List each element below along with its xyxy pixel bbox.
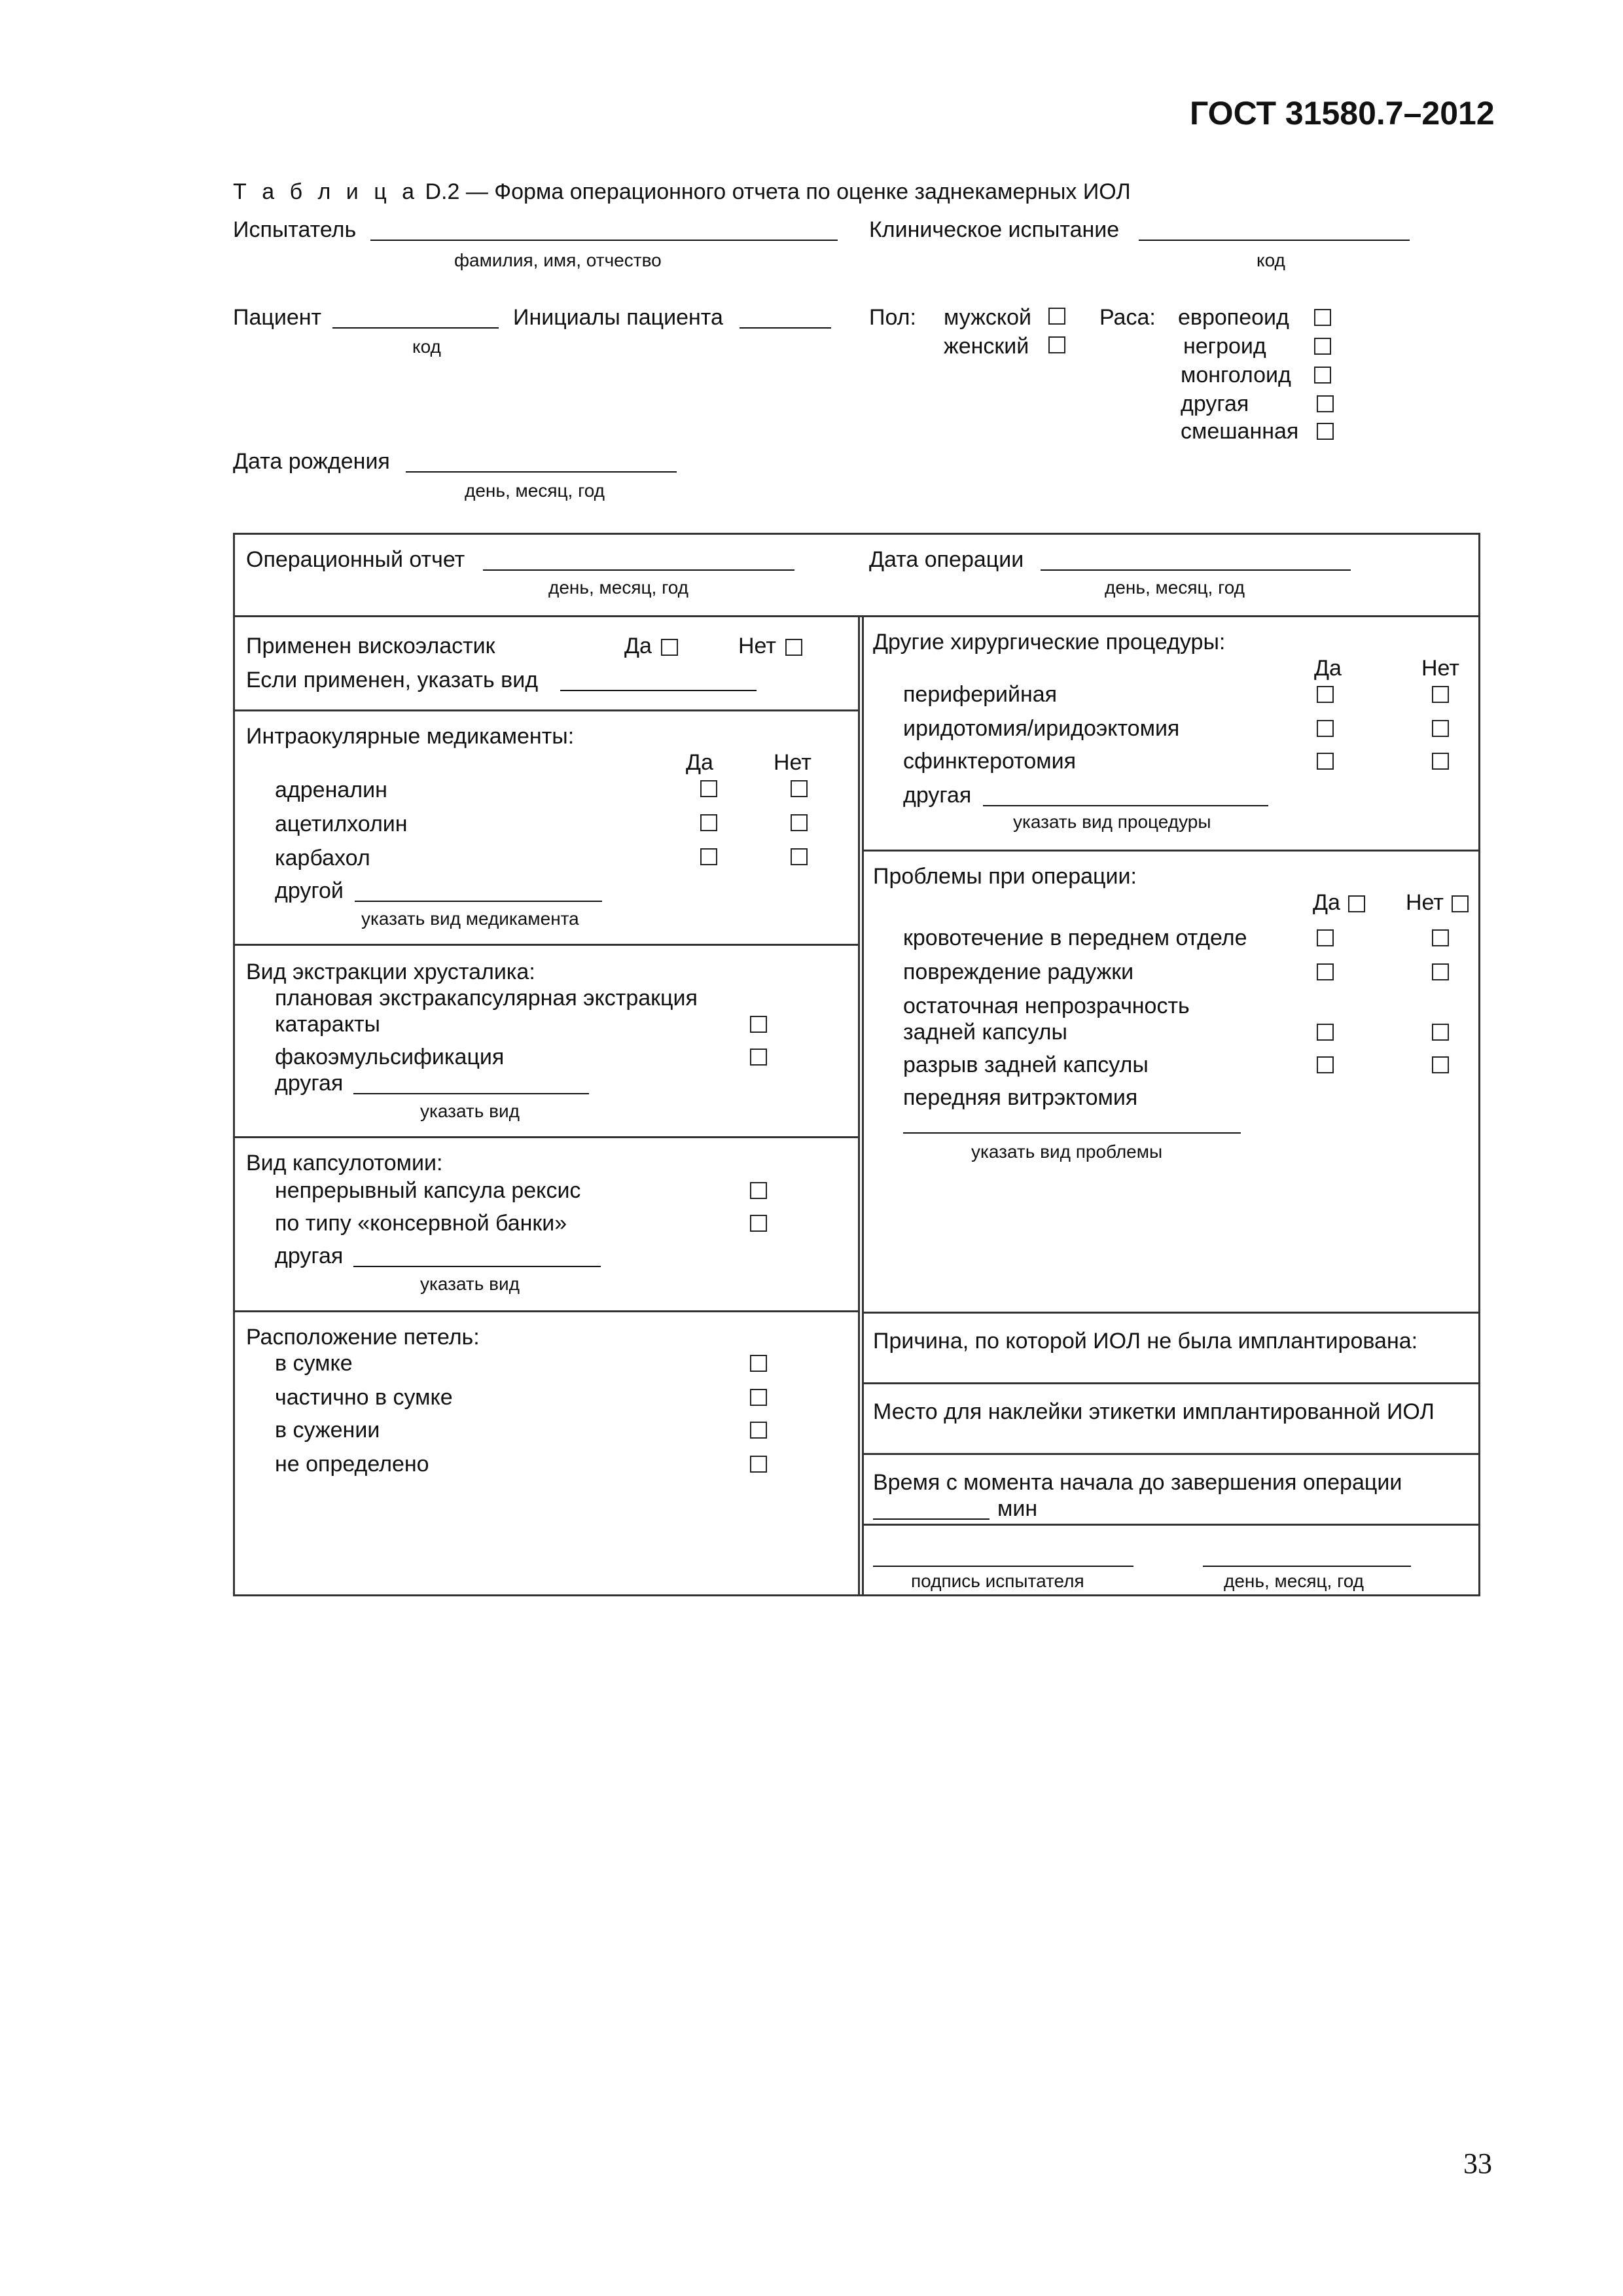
operation-duration-field[interactable] — [873, 1518, 990, 1520]
right-divider-5 — [862, 1524, 1480, 1526]
procedures-title: Другие хирургические процедуры: — [873, 630, 1226, 655]
medication-item: адреналин — [275, 778, 387, 802]
loops-title: Расположение петель: — [246, 1325, 480, 1350]
right-divider-1 — [862, 850, 1480, 852]
race-option-other: другая — [1181, 391, 1249, 416]
loops-item: в сужении — [275, 1418, 380, 1443]
race-label: Раса: — [1099, 305, 1156, 330]
left-divider-2 — [233, 944, 860, 946]
extraction-item-line2: катаракты — [275, 1012, 380, 1037]
table-divider-report — [233, 615, 1480, 617]
problems-no-header-checkbox[interactable] — [1452, 895, 1469, 912]
table-border-right — [1478, 533, 1480, 1596]
race-european-checkbox[interactable] — [1314, 309, 1331, 326]
viscoelastic-specify-field[interactable] — [560, 690, 757, 691]
table-divider-middle-right — [862, 615, 864, 1596]
procedures-no-header: Нет — [1421, 656, 1459, 681]
clinical-trial-field[interactable] — [1139, 240, 1410, 241]
procedure-other-hint: указать вид процедуры — [1013, 812, 1211, 832]
problems-yes-header: Да — [1313, 890, 1340, 915]
capsulotomy-item: непрерывный капсула рексис — [275, 1178, 581, 1203]
clinical-trial-hint: код — [1257, 250, 1285, 270]
capsulotomy-other-label: другая — [275, 1244, 344, 1268]
signature-date-hint: день, месяц, год — [1224, 1571, 1364, 1591]
capsulotomy-other-hint: указать вид — [420, 1274, 520, 1294]
capsulotomy-continuous-checkbox[interactable] — [750, 1182, 767, 1199]
problem-opacity-yes-checkbox[interactable] — [1317, 1024, 1334, 1041]
problem-item: передняя витрэктомия — [903, 1085, 1138, 1110]
medication-other-hint: указать вид медикамента — [361, 908, 579, 929]
operation-date-label: Дата операции — [869, 547, 1024, 572]
problem-item: кровотечение в переднем отделе — [903, 925, 1247, 950]
medications-yes-header: Да — [686, 750, 713, 775]
medication-item: карбахол — [275, 846, 370, 870]
procedure-other-field[interactable] — [983, 805, 1268, 806]
tester-label: Испытатель — [233, 217, 357, 242]
operation-duration-unit: мин — [997, 1496, 1038, 1521]
capsulotomy-item: по типу «консервной банки» — [275, 1211, 567, 1236]
viscoelastic-yes-checkbox[interactable] — [661, 639, 678, 656]
medication-other-field[interactable] — [355, 901, 602, 902]
sex-female-label: женский — [944, 334, 1029, 359]
procedure-sphincterotomy-no-checkbox[interactable] — [1432, 753, 1449, 770]
table-border-top — [233, 533, 1480, 535]
sex-male-label: мужской — [944, 305, 1032, 330]
problem-rupture-yes-checkbox[interactable] — [1317, 1056, 1334, 1073]
patient-field[interactable] — [332, 327, 499, 329]
left-divider-3 — [233, 1136, 860, 1138]
loops-item: частично в сумке — [275, 1385, 453, 1410]
left-divider-1 — [233, 709, 860, 711]
operation-report-label: Операционный отчет — [246, 547, 465, 572]
procedure-item: иридотомия/иридоэктомия — [903, 716, 1180, 741]
problem-opacity-no-checkbox[interactable] — [1432, 1024, 1449, 1041]
medication-acetylcholine-no-checkbox[interactable] — [791, 814, 808, 831]
medications-title: Интраокулярные медикаменты: — [246, 724, 575, 749]
operation-date-field[interactable] — [1041, 569, 1351, 571]
extraction-title: Вид экстракции хрусталика: — [246, 960, 535, 984]
operation-date-hint: день, месяц, год — [1105, 577, 1245, 598]
medication-other-label: другой — [275, 878, 344, 903]
race-mixed-checkbox[interactable] — [1317, 423, 1334, 440]
medication-adrenaline-no-checkbox[interactable] — [791, 780, 808, 797]
procedure-peripheral-yes-checkbox[interactable] — [1317, 686, 1334, 703]
race-mongoloid-checkbox[interactable] — [1314, 367, 1331, 384]
procedures-yes-header: Да — [1314, 656, 1342, 681]
race-other-checkbox[interactable] — [1317, 395, 1334, 412]
viscoelastic-no-checkbox[interactable] — [785, 639, 802, 656]
problems-yes-header-checkbox[interactable] — [1348, 895, 1365, 912]
problems-no-header: Нет — [1406, 890, 1444, 915]
loops-partial-checkbox[interactable] — [750, 1389, 767, 1406]
initials-field[interactable] — [740, 327, 831, 329]
clinical-trial-label: Клиническое испытание — [869, 217, 1120, 242]
table-title-text: D.2 — Форма операционного отчета по оценке заднекамерных ИОЛ — [425, 179, 1131, 204]
procedure-iridotomy-yes-checkbox[interactable] — [1317, 720, 1334, 737]
viscoelastic-yes-label: Да — [624, 634, 652, 658]
tester-field[interactable] — [370, 240, 838, 241]
table-border-left — [233, 533, 235, 1596]
sex-male-checkbox[interactable] — [1048, 308, 1065, 325]
medication-item: ацетилхолин — [275, 812, 408, 836]
viscoelastic-label: Применен вискоэластик — [246, 634, 495, 658]
extraction-other-label: другая — [275, 1071, 344, 1096]
operation-report-hint: день, месяц, год — [548, 577, 688, 598]
loops-item: не определено — [275, 1452, 429, 1477]
table-border-bottom — [233, 1594, 1480, 1596]
extraction-planned-checkbox[interactable] — [750, 1016, 767, 1033]
operation-report-field[interactable] — [483, 569, 794, 571]
procedure-item: сфинктеротомия — [903, 749, 1077, 774]
problem-item: повреждение радужки — [903, 960, 1134, 984]
extraction-other-field[interactable] — [353, 1093, 589, 1094]
birth-date-hint: день, месяц, год — [465, 480, 605, 501]
birth-date-label: Дата рождения — [233, 449, 390, 474]
loops-in-bag-checkbox[interactable] — [750, 1355, 767, 1372]
initials-label: Инициалы пациента — [513, 305, 723, 330]
patient-label: Пациент — [233, 305, 322, 330]
medications-no-header: Нет — [774, 750, 812, 775]
problem-other-field[interactable] — [903, 1132, 1241, 1134]
viscoelastic-no-label: Нет — [738, 634, 776, 658]
birth-date-field[interactable] — [406, 471, 677, 473]
not-implanted-reason-label: Причина, по которой ИОЛ не была имплантирована: — [873, 1329, 1418, 1354]
loops-undetermined-checkbox[interactable] — [750, 1456, 767, 1473]
race-option-european: европеоид — [1178, 305, 1289, 330]
left-divider-4 — [233, 1310, 860, 1312]
race-option-negroid: негроид — [1183, 334, 1266, 359]
procedure-peripheral-no-checkbox[interactable] — [1432, 686, 1449, 703]
problem-bleeding-yes-checkbox[interactable] — [1317, 929, 1334, 946]
table-title-prefix: Т а б л и ц а — [233, 179, 419, 204]
problem-item-line2: задней капсулы — [903, 1020, 1067, 1045]
loops-item: в сумке — [275, 1351, 353, 1376]
tester-hint: фамилия, имя, отчество — [454, 250, 662, 270]
operation-duration-label: Время с момента начала до завершения операции — [873, 1470, 1402, 1495]
extraction-phaco-checkbox[interactable] — [750, 1049, 767, 1066]
signature-field[interactable] — [873, 1566, 1133, 1567]
loops-sulcus-checkbox[interactable] — [750, 1422, 767, 1439]
medication-acetylcholine-yes-checkbox[interactable] — [700, 814, 717, 831]
signature-hint: подпись испытателя — [911, 1571, 1084, 1591]
procedure-item: периферийная — [903, 682, 1058, 707]
problem-iris-no-checkbox[interactable] — [1432, 963, 1449, 980]
procedure-other-label: другая — [903, 783, 972, 808]
problem-other-hint: указать вид проблемы — [971, 1141, 1163, 1162]
capsulotomy-title: Вид капсулотомии: — [246, 1151, 443, 1175]
capsulotomy-can-opener-checkbox[interactable] — [750, 1215, 767, 1232]
problem-rupture-no-checkbox[interactable] — [1432, 1056, 1449, 1073]
iol-sticker-label: Место для наклейки этикетки имплантированной ИОЛ — [873, 1399, 1435, 1424]
race-option-mixed: смешанная — [1181, 419, 1299, 444]
problem-item: разрыв задней капсулы — [903, 1052, 1149, 1077]
extraction-other-hint: указать вид — [420, 1101, 520, 1121]
patient-hint: код — [412, 336, 441, 357]
medication-carbachol-no-checkbox[interactable] — [791, 848, 808, 865]
medication-adrenaline-yes-checkbox[interactable] — [700, 780, 717, 797]
race-negroid-checkbox[interactable] — [1314, 338, 1331, 355]
procedure-iridotomy-no-checkbox[interactable] — [1432, 720, 1449, 737]
medication-carbachol-yes-checkbox[interactable] — [700, 848, 717, 865]
problem-bleeding-no-checkbox[interactable] — [1432, 929, 1449, 946]
viscoelastic-specify-label: Если применен, указать вид — [246, 668, 539, 692]
problem-iris-yes-checkbox[interactable] — [1317, 963, 1334, 980]
right-divider-4 — [862, 1453, 1480, 1455]
sex-female-checkbox[interactable] — [1048, 336, 1065, 353]
document-number: ГОСТ 31580.7–2012 — [1190, 95, 1495, 132]
right-divider-3 — [862, 1382, 1480, 1384]
signature-date-field[interactable] — [1203, 1566, 1411, 1567]
sex-label: Пол: — [869, 305, 916, 330]
table-divider-middle-left — [858, 615, 860, 1596]
capsulotomy-other-field[interactable] — [353, 1266, 601, 1267]
extraction-item: факоэмульсификация — [275, 1045, 505, 1069]
problems-title: Проблемы при операции: — [873, 864, 1137, 889]
right-divider-2 — [862, 1312, 1480, 1314]
table-title — [233, 181, 1131, 203]
problem-item-line1: остаточная непрозрачность — [903, 994, 1190, 1018]
extraction-item-line1: плановая экстракапсулярная экстракция — [275, 986, 698, 1011]
procedure-sphincterotomy-yes-checkbox[interactable] — [1317, 753, 1334, 770]
race-option-mongoloid: монголоид — [1181, 363, 1291, 387]
page-number: 33 — [1463, 2147, 1492, 2179]
